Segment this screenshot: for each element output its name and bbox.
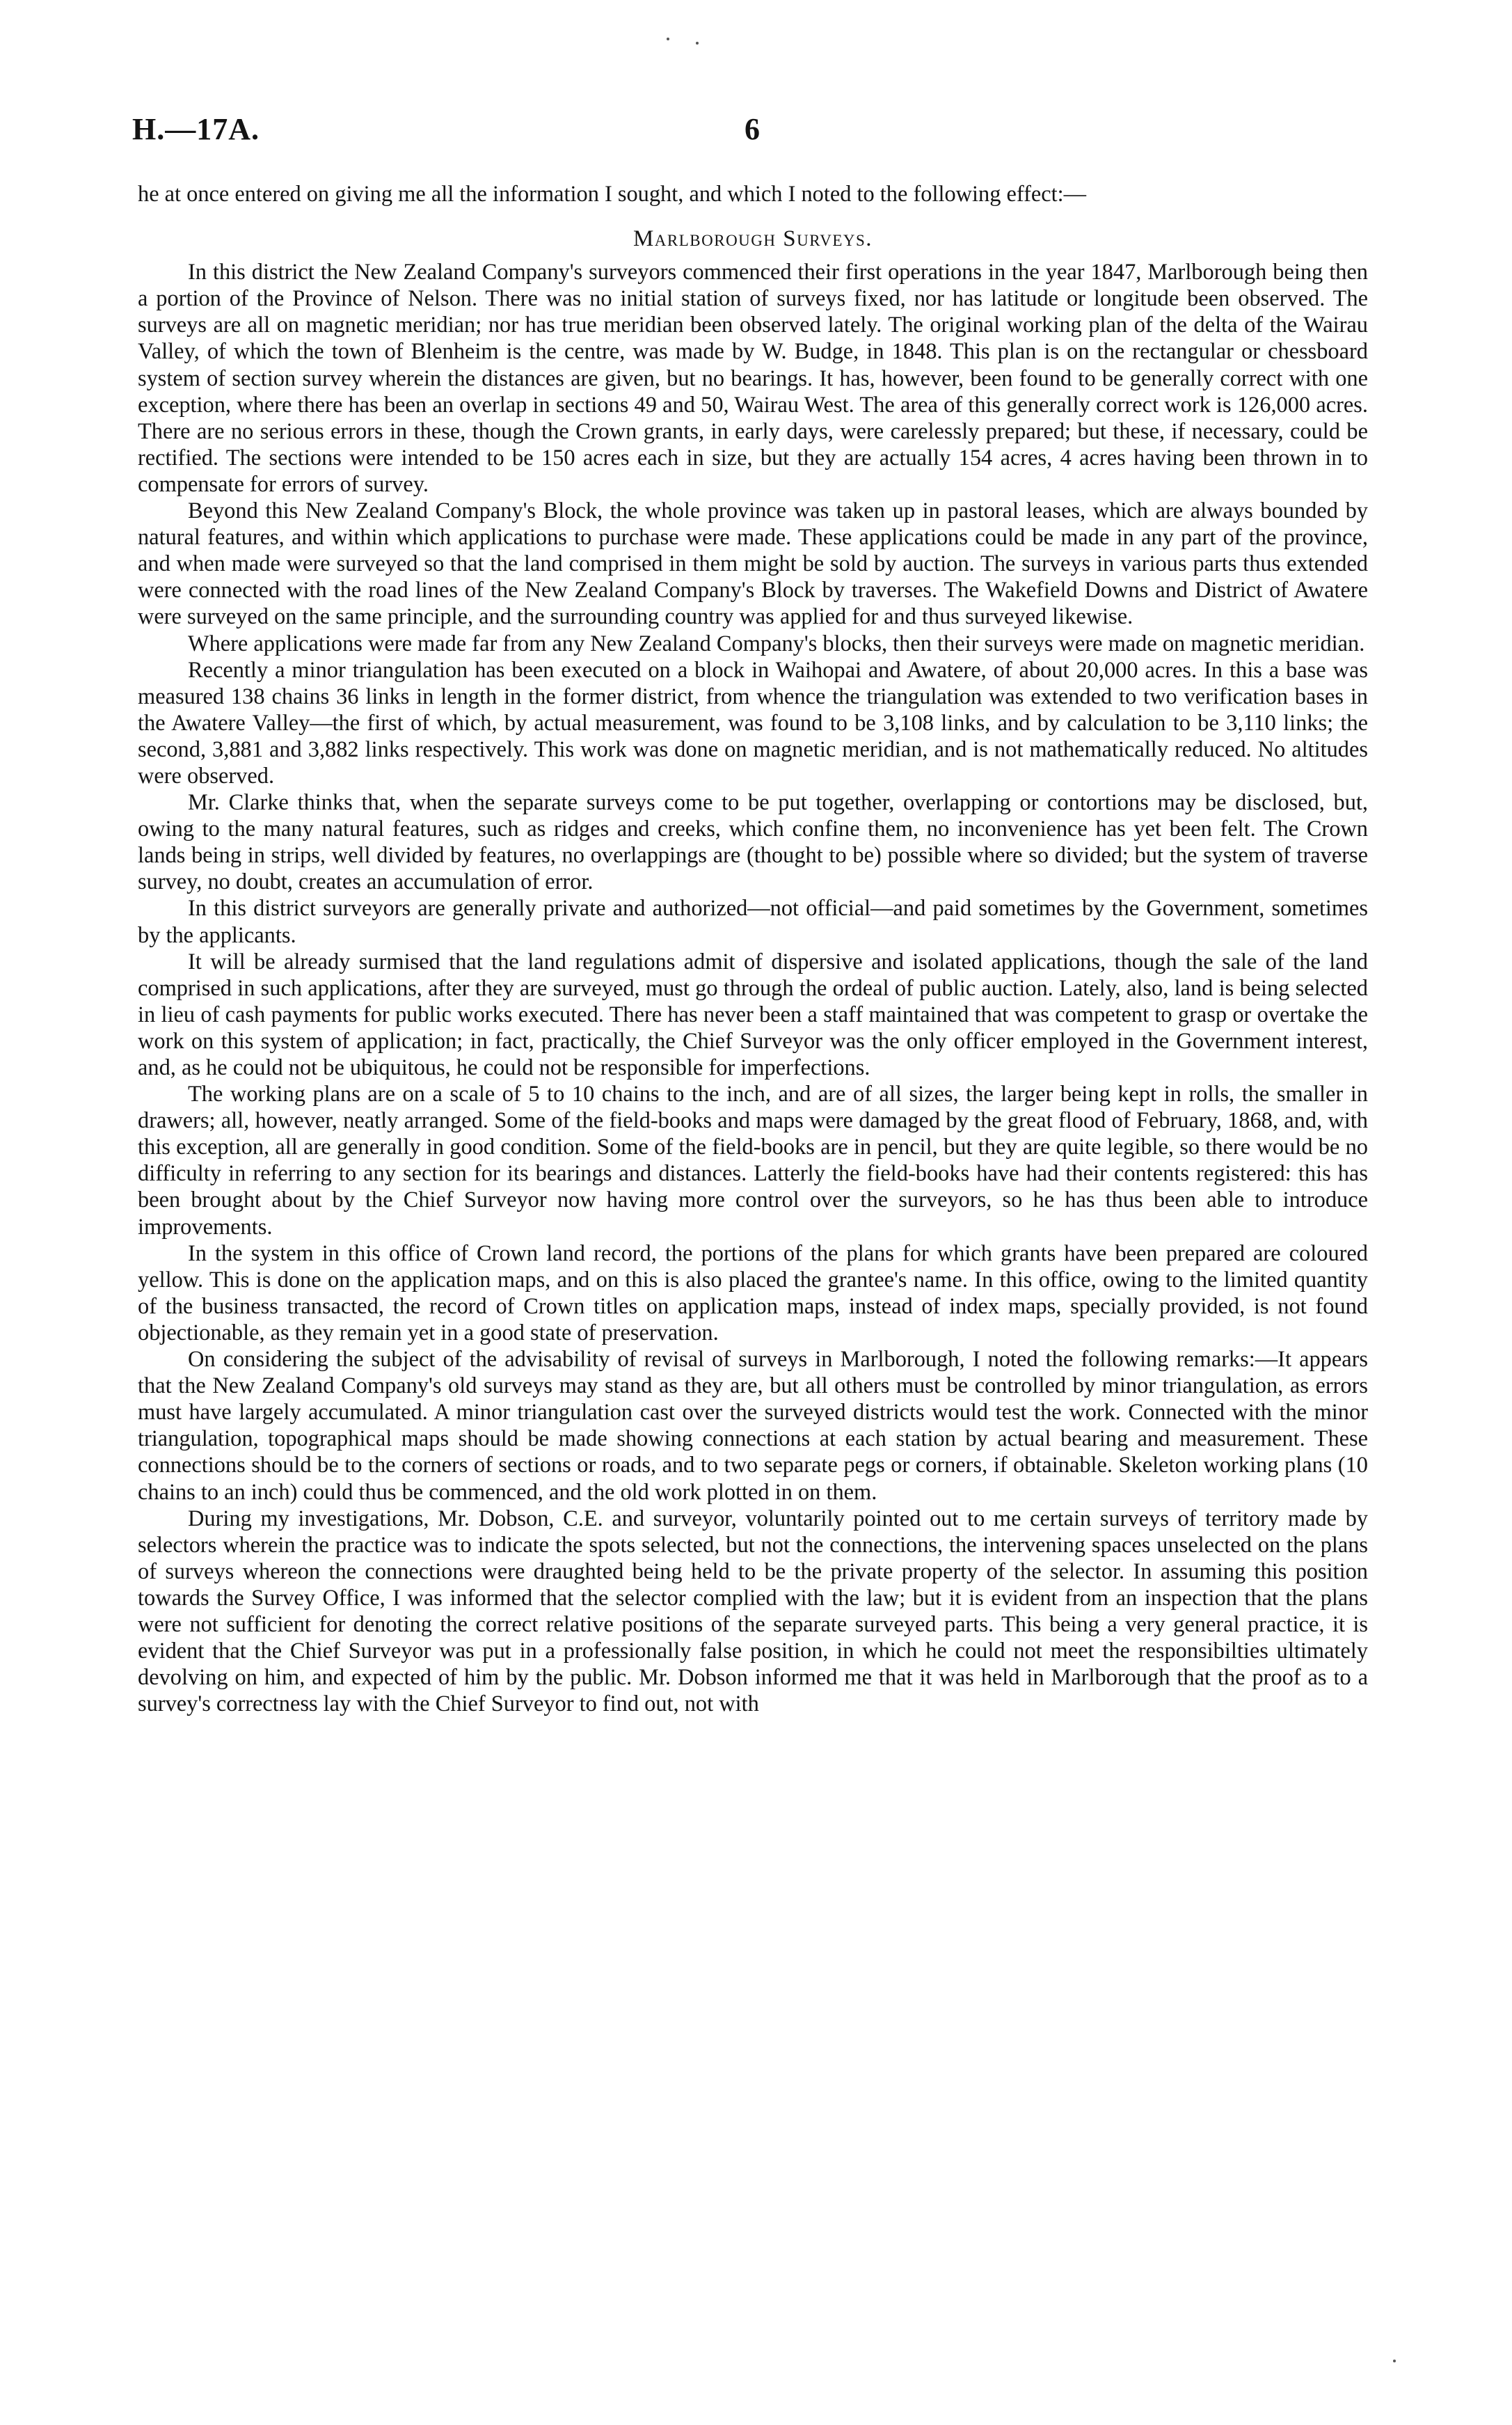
document-code: H.—17A. — [132, 112, 260, 146]
paragraph: In this district the New Zealand Company's surveyors commenced their first operations in the year 1847, Marlborough being then a portion of the Province of Nelson. There was no initial station of surveys fixed, nor has latitude or longitude been observed. The surveys are all on magnetic meridian; nor has true meridian been observed lately. The original working plan of the delta of the Wairau Valley, of which the town of Blenheim is the centre, was made by W. Budge, in 1848. This plan is on the rectangular or chessboard system of section survey wherein the distances are given, but no bearings. It has, however, been found to be generally correct with one exception, where there has been an overlap in sections 49 and 50, Wairau West. The area of this generally correct work is 126,000 acres. There are no serious errors in these, though the Crown grants, in early days, were carelessly prepared; but these, if necessary, could be rectified. The sections were intended to be 150 acres each in size, but they are actually 154 acres, 4 acres having been thrown in to compensate for errors of survey. — [138, 260, 1368, 497]
page-header — [132, 111, 1378, 160]
paragraph: Where applications were made far from any New Zealand Company's blocks, then their surveys were made on magnetic meridian. — [188, 631, 1365, 656]
paragraph: The working plans are on a scale of 5 to 10 chains to the inch, and are of all sizes, the larger being kept in rolls, the smaller in drawers; all, however, neatly arranged. Some of the field-books and maps were damaged by the great flood of February, 1868, and, with this exception, all are generally in good condition. Some of the field-books are in pencil, but they are quite legible, so there would be no difficulty in referring to any section for its bearings and distances. Latterly the field-books have had their contents registered: this has been brought about by the Chief Surveyor now having more control over the surveyors, so he has thus been able to introduce improvements. — [138, 1082, 1368, 1240]
paragraph: In this district surveyors are generally private and authorized—not official—and paid sometimes by the Government, sometimes by the applicants. — [138, 896, 1368, 948]
paragraph: It will be already surmised that the land regulations admit of dispersive and isolated applications, though the sale of the land comprised in such applications, after they are surveyed, must go through the ordeal of public auction. Lately, also, land is being selected in lieu of cash payments for public works executed. There has never been a staff maintained that was competent to grasp or overtake the work on this system of application; in fact, practically, the Chief Surveyor was the only officer employed in the Government interest, and, as he could not be ubiquitous, he could not be responsible for imperfections. — [138, 949, 1368, 1080]
intro-paragraph: he at once entered on giving me all the information I sought, and which I noted to the following effect:— — [138, 182, 1087, 207]
paragraph: Beyond this New Zealand Company's Block, the whole province was taken up in pastoral leases, which are always bounded by natural features, and within which applications to purchase were made. These applications could be made in any part of the province, and when made were surveyed so that the land comprised in them might be sold by auction. The surveys in various parts thus extended were connected with the road lines of the New Zealand Company's Block by traverses. The Wakefield Downs and District of Awatere were surveyed on the same principle, and the surrounding country was applied for and thus surveyed likewise. — [138, 498, 1368, 630]
paragraph: Mr. Clarke thinks that, when the separate surveys come to be put together, overlapping or contortions may be disclosed, but, owing to the many natural features, such as ridges and creeks, which confine them, no inconvenience has yet been felt. The Crown lands being in strips, well divided by features, no overlappings are (thought to be) possible where so divided; but the system of traverse survey, no doubt, creates an accumulation of error. — [138, 790, 1368, 895]
paragraph: Recently a minor triangulation has been executed on a block in Waihopai and Awatere, of about 20,000 acres. In this a base was measured 138 chains 36 links in length in the former district, from whence the triangulation was extended to two verification bases in the Awatere Valley—the first of which, by actual measurement, was found to be 3,108 links, and by calculation to be 3,110 links; the second, 3,881 and 3,882 links respectively. This work was done on magnetic meridian, and is not mathematically reduced. No altitudes were observed. — [138, 657, 1368, 789]
scan-speck — [696, 42, 699, 45]
paragraph: In the system in this office of Crown land record, the portions of the plans for which grants have been prepared are coloured yellow. This is done on the application maps, and on this is also placed the grantee's name. In this office, owing to the limited quantity of the business transacted, the record of Crown titles on application maps, instead of index maps, specially provided, is not found objectionable, as they remain yet in a good state of preservation. — [138, 1240, 1368, 1345]
paragraph: During my investigations, Mr. Dobson, C.E. and surveyor, voluntarily pointed out to me certain surveys of territory made by selectors wherein the practice was to indicate the spots selected, but not the connections, the intervening spaces unselected on the plans of surveys whereon the connections were draughted being held to be the private property of the selector. In assuming this position towards the Survey Office, I was informed that the selector complied with the law; but it is evident from an inspection that the plans were not sufficient for denoting the correct relative positions of the separate surveyed parts. This being a very general practice, it is evident that the Chief Surveyor was put in a professionally false position, in which he could not meet the responsibilties ultimately devolving on him, and expected of him by the public. Mr. Dobson informed me that it was held in Marlborough that the proof as to a survey's correctness lay with the Chief Surveyor to find out, not with — [138, 1506, 1368, 1717]
paragraph: On considering the subject of the advisability of revisal of surveys in Marlborough, I noted the following remarks:—It appears that the New Zealand Company's old surveys may stand as they are, but all others must be controlled by minor triangulation, as errors must have largely accumulated. A minor triangulation cast over the surveyed districts would test the work. Connected with the minor triangulation, topographical maps should be made showing connections at each station by actual bearing and measurement. These connections should be to the corners of sections or roads, and to two separate pegs or corners, if obtainable. Skeleton working plans (10 chains to an inch) could thus be commenced, and the old work plotted in on them. — [138, 1347, 1368, 1505]
scan-speck — [667, 38, 669, 40]
scan-speck — [1393, 2360, 1396, 2362]
section-heading: Marlborough Surveys. — [632, 226, 873, 252]
page-number: 6 — [745, 112, 760, 146]
body-text — [138, 181, 1368, 1717]
